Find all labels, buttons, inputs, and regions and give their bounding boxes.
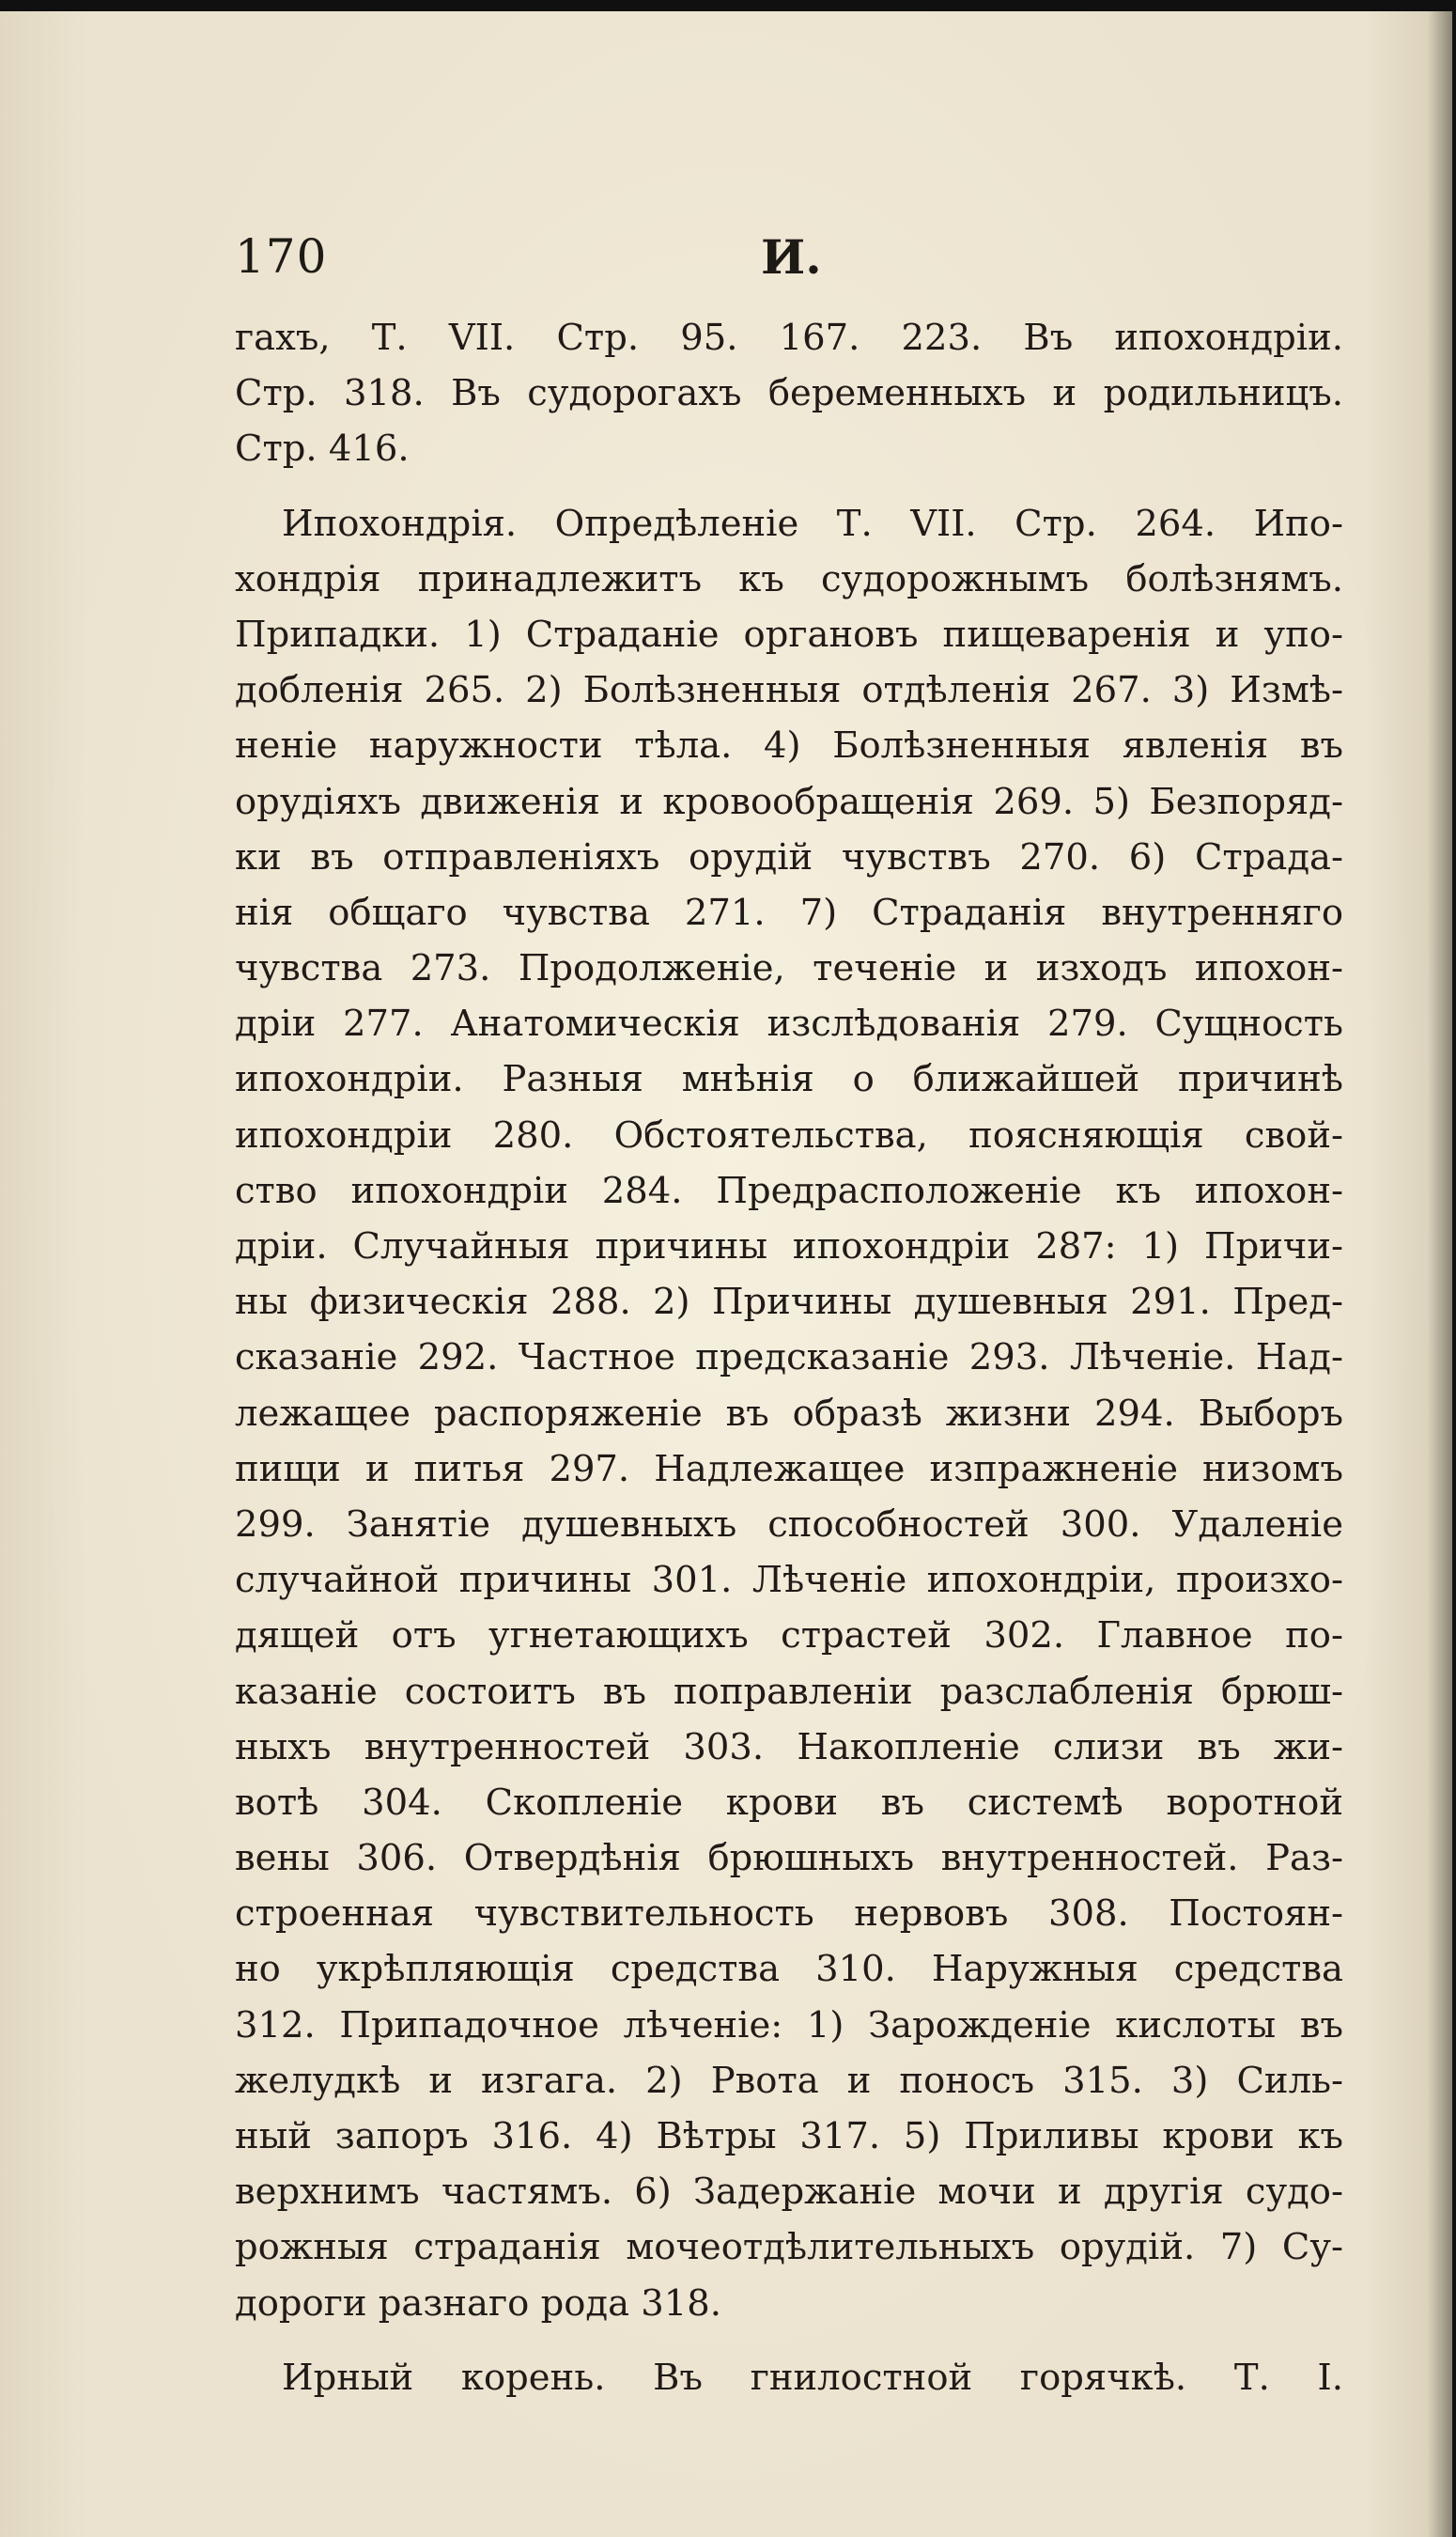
text-line: Стр. 416. <box>235 428 410 471</box>
text-line: дріи 277. Анатомическія изслѣдованія 279. Сущность <box>235 1003 1343 1046</box>
text-line: желудкѣ и изгага. 2) Рвота и поносъ 315. 3) Силь- <box>235 2059 1343 2102</box>
text-line: верхнимъ частямъ. 6) Задержаніе мочи и другія судо- <box>235 2171 1343 2214</box>
text-line: ки въ отправленіяхъ орудій чувствъ 270. 6) Страда- <box>235 835 1343 879</box>
text-line: рожныя страданія мочеотдѣлительныхъ орудій. 7) Су- <box>235 2226 1343 2269</box>
text-line: Ипохондрія. Опредѣленіе Т. VII. Стр. 264. Ипо- <box>282 502 1343 545</box>
text-line: ныхъ внутренностей 303. Накопленіе слизи въ жи- <box>235 1725 1343 1768</box>
text-line: пищи и питья 297. Надлежащее изпражненіе низомъ <box>235 1447 1343 1490</box>
text-line: ипохондріи. Разныя мнѣнія о ближайшей причинѣ <box>235 1058 1343 1101</box>
text-line: Ирный корень. Въ гнилостной горячкѣ. Т. I. <box>282 2356 1343 2399</box>
text-line: вены 306. Отвердѣнія брюшныхъ внутренностей. Раз- <box>235 1837 1343 1880</box>
text-line: дріи. Случайныя причины ипохондріи 287: 1) Причи- <box>235 1225 1343 1268</box>
text-line: казаніе состоитъ въ поправленіи разслабленія брюш- <box>235 1670 1343 1713</box>
text-line: 312. Припадочное лѣченіе: 1) Зарожденіе кислоты въ <box>235 2003 1343 2047</box>
text-line: нія общаго чувства 271. 7) Страданія внутренняго <box>235 891 1343 934</box>
text-line: хондрія принадлежитъ къ судорожнымъ болѣзнямъ. <box>235 557 1343 600</box>
text-line: гахъ, Т. VII. Стр. 95. 167. 223. Въ ипохондріи. <box>235 317 1343 359</box>
text-line: чувства 273. Продолженіе, теченіе и изходъ ипохон- <box>235 947 1343 990</box>
text-line: неніе наружности тѣла. 4) Болѣзненныя явленія въ <box>235 724 1343 768</box>
text-line: дороги разнаго рода 318. <box>235 2281 722 2325</box>
text-line: ный запоръ 316. 4) Вѣтры 317. 5) Приливы крови къ <box>235 2115 1343 2157</box>
running-head: И. <box>761 229 822 285</box>
text-line: ны физическія 288. 2) Причины душевныя 291. Пред- <box>235 1281 1343 1324</box>
text-line: Стр. 318. Въ судорогахъ беременныхъ и родильницъ. <box>235 372 1343 415</box>
page-number: 170 <box>235 229 328 284</box>
text-line: сказаніе 292. Частное предсказаніе 293. Лѣченіе. Над- <box>235 1336 1343 1379</box>
text-line: ипохондріи 280. Обстоятельства, поясняющія свой- <box>235 1113 1343 1157</box>
text-line: дящей отъ угнетающихъ страстей 302. Главное по- <box>235 1614 1343 1658</box>
text-line: случайной причины 301. Лѣченіе ипохондріи, произхо- <box>235 1559 1343 1602</box>
page-edge-shadow <box>1428 11 1452 2537</box>
text-line: строенная чувствительность нервовъ 308. Постоян- <box>235 1892 1343 1936</box>
index-text <box>235 310 1343 2405</box>
page-header <box>235 229 1343 295</box>
text-line: добленія 265. 2) Болѣзненныя отдѣленія 267. 3) Измѣ- <box>235 669 1343 712</box>
text-line: ство ипохондріи 284. Предрасположеніе къ ипохон- <box>235 1169 1343 1212</box>
text-line: вотѣ 304. Скопленіе крови въ системѣ воротной <box>235 1781 1343 1824</box>
text-line: Припадки. 1) Страданіе органовъ пищеваренія и упо- <box>235 613 1343 656</box>
book-page <box>0 11 1452 2537</box>
text-line: 299. Занятіе душевныхъ способностей 300. Удаленіе <box>235 1502 1343 1546</box>
text-line: но укрѣпляющія средства 310. Наружныя средства <box>235 1948 1343 1991</box>
text-line: орудіяхъ движенія и кровообращенія 269. 5) Безпоряд- <box>235 780 1343 823</box>
text-line: лежащее распоряженіе въ образѣ жизни 294. Выборъ <box>235 1392 1343 1435</box>
